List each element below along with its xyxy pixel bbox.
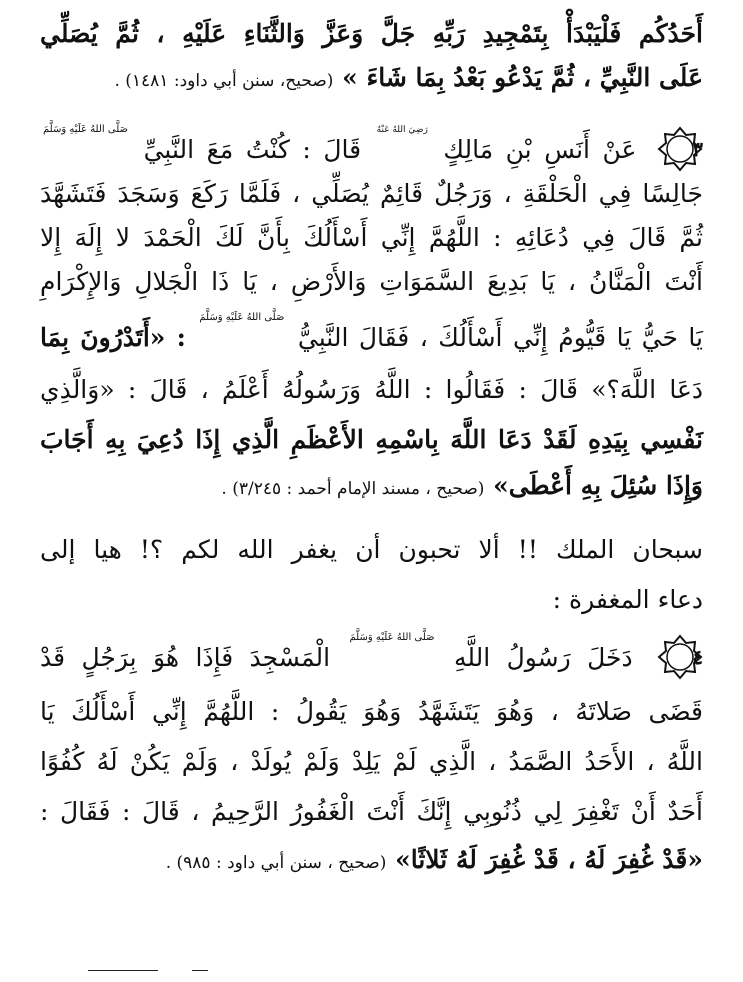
footnote-rule-dash (192, 970, 208, 971)
radiyallahu-anhu-seal: رَضِيَ اللهُ عَنْهُ (376, 125, 428, 135)
footnote-rule (88, 970, 158, 971)
salawat-seal: صَلَّى اللهُ عَلَيْهِ وَسَلَّمَ (199, 312, 285, 323)
hadith-text: دَخَلَ رَسُولُ اللَّهِ (453, 643, 633, 672)
hadith-text: جَالِسًا فِي الْحَلْقَةِ ، وَرَجُلٌ قَائِمٌ يُصَلِّي ، فَلَمَّا رَكَعَ وَسَجَدَ فَتَشَهَّدَ (40, 179, 703, 208)
hadith-number-badge (657, 634, 703, 680)
hadith-2-line-2 (40, 56, 703, 100)
hadith-3-line-6 (40, 368, 703, 412)
hadith-text: يَا حَيُّ يَا قَيُّومُ إِنِّي أَسْأَلُكَ ، فَقَالَ النَّبِيُّ (297, 323, 704, 352)
hadith-2-line-1 (40, 12, 703, 56)
hadith-quote: «قَدْ غُفِرَ لَهُ ، قَدْ غُفِرَ لَهُ ثَلاثًا» (395, 845, 703, 874)
hadith-3-line-8 (40, 464, 703, 508)
hadith-text: ثُمَّ قَالَ فِي دُعَائِهِ : اللَّهُمَّ إِنِّي أَسْأَلُكَ بِأَنَّ لَكَ الْحَمْدَ لا إِلَهَ إِلا (40, 223, 703, 252)
hadith-number: ٤ (692, 644, 703, 669)
hadith-text: أَنْتَ الْمَنَّانُ ، يَا بَدِيعَ السَّمَوَاتِ وَالأَرْضِ ، يَا ذَا الْجَلالِ وَالإِكْرَامِ (40, 267, 703, 296)
hadith-3-line-5 (40, 312, 704, 360)
hadith-3-line-7 (40, 418, 703, 462)
hadith-text: اللَّهُ ، الأَحَدُ الصَّمَدُ ، الَّذِي لَمْ يَلِدْ وَلَمْ يُولَدْ ، وَلَمْ يَكُنْ لَهُ كُفُوًا (40, 747, 703, 776)
hadith-number: ٣ (692, 136, 704, 161)
hadith-4-citation: (صحيح ، سنن أبي داود : ٩٨٥) . (165, 853, 387, 873)
narrator-text: عَنْ أَنَسِ بْنِ مَالِكٍ (443, 135, 637, 164)
hadith-4-line-2 (40, 690, 703, 734)
hadith-2-citation: (صحيح، سنن أبي داود: ١٤٨١) . (114, 71, 334, 91)
hadith-text: قَضَى صَلاتَهُ ، وَهُوَ يَتَشَهَّدُ وَهُوَ يَقُولُ : اللَّهُمَّ إِنِّي أَسْأَلُكَ يَا (40, 697, 703, 726)
hadith-3-line-2 (40, 172, 703, 216)
hadith-quote: : «أَتَدْرُونَ بِمَا (40, 323, 186, 352)
commentary-text: سبحان الملك !! ألا تحبون أن يغفر الله لكم ؟! هيا إلى (40, 535, 703, 564)
hadith-3-line-1 (40, 124, 704, 172)
hadith-3-line-3 (40, 216, 703, 260)
hadith-text: أَحَدُكُم فَلْيَبْدَأْ بِتَمْجِيدِ رَبِّهِ جَلَّ وَعَزَّ وَالثَّنَاءِ عَلَيْهِ ، ثُمَّ يُصَلِّي (40, 19, 703, 48)
hadith-4-line-5 (40, 838, 703, 882)
hadith-4-line-3 (40, 740, 703, 784)
hadith-4-line-4 (40, 790, 703, 834)
hadith-4-line-1 (40, 632, 703, 680)
salawat-seal: صَلَّى اللهُ عَلَيْهِ وَسَلَّمَ (349, 632, 435, 643)
hadith-text: أَحَدٌ أَنْ تَغْفِرَ لِي ذُنُوبِي إِنَّكَ أَنْتَ الْغَفُورُ الرَّحِيمُ ، قَالَ : فَقَالَ : (40, 797, 703, 826)
salawat-seal: صَلَّى اللهُ عَلَيْهِ وَسَلَّمَ (43, 124, 128, 135)
commentary-line-1 (40, 528, 703, 572)
hadith-text: دَعَا اللَّهَ؟» قَالَ : فَقَالُوا : اللَّهُ وَرَسُولُهُ أَعْلَمُ ، قَالَ : «وَالَّذِي (40, 375, 703, 404)
hadith-3-citation: (صحيح ، مسند الإمام أحمد : ٣/٢٤٥) . (221, 479, 485, 499)
hadith-quote: نَفْسِي بِيَدِهِ لَقَدْ دَعَا اللَّهَ بِاسْمِهِ الأَعْظَمِ الَّذِي إِذَا دُعِيَ بِهِ أَجَابَ (40, 425, 703, 454)
hadith-number-badge (657, 126, 703, 172)
hadith-text: عَلَى النَّبِيِّ ، ثُمَّ يَدْعُو بَعْدُ بِمَا شَاءَ » (342, 63, 703, 92)
hadith-3-line-4 (40, 260, 703, 304)
section-heading: دعاء المغفرة : (552, 585, 703, 614)
commentary-line-2 (40, 578, 703, 622)
hadith-quote: وَإِذَا سُئِلَ بِهِ أَعْطَى» (493, 471, 703, 500)
hadith-text: قَالَ : كُنْتُ مَعَ النَّبِيِّ (143, 135, 362, 164)
hadith-text: الْمَسْجِدَ فَإِذَا هُوَ بِرَجُلٍ قَدْ (40, 643, 331, 672)
